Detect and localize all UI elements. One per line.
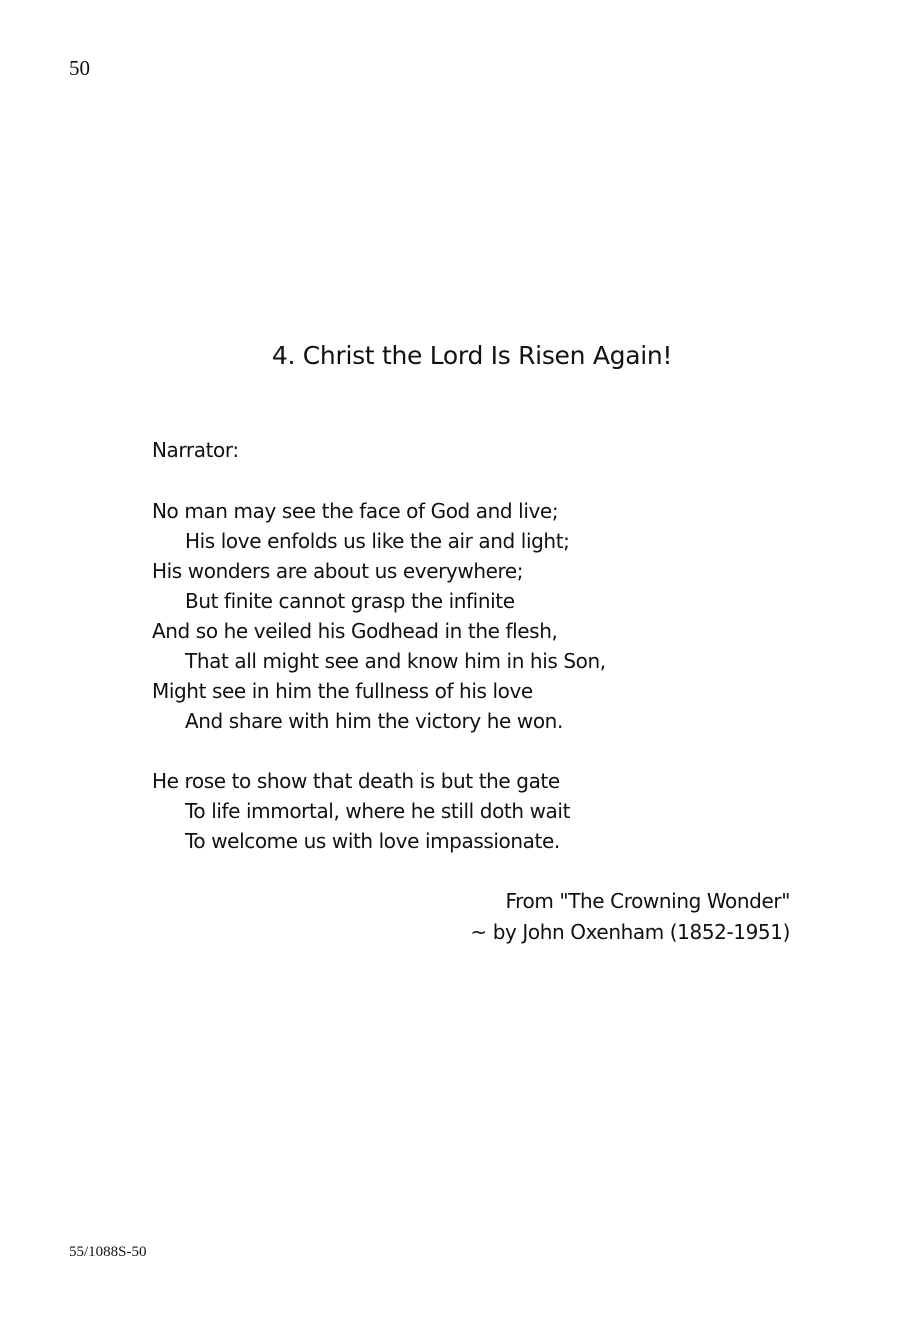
poem-line: Might see in him the fullness of his love [152, 679, 533, 703]
stanza-1 [152, 496, 606, 736]
speaker-label: Narrator: [152, 438, 239, 462]
poem-line-indented: His love enfolds us like the air and light; [185, 529, 570, 553]
attribution-author: ~ by John Oxenham (1852-1951) [470, 920, 790, 944]
poem-line-indented: But finite cannot grasp the infinite [185, 589, 515, 613]
poem-line: And so he veiled his Godhead in the flesh, [152, 619, 558, 643]
poem-line-indented: To welcome us with love impassionate. [185, 829, 560, 853]
poem-line-indented: That all might see and know him in his Son, [185, 649, 606, 673]
attribution [470, 886, 790, 948]
poem-line: He rose to show that death is but the gate [152, 769, 560, 793]
poem-line: His wonders are about us everywhere; [152, 559, 524, 583]
poem-line-indented: To life immortal, where he still doth wait [185, 799, 571, 823]
attribution-source: From "The Crowning Wonder" [505, 889, 790, 913]
poem-line-indented: And share with him the victory he won. [185, 709, 563, 733]
poem-line: No man may see the face of God and live; [152, 499, 559, 523]
stanza-2 [152, 766, 570, 856]
footer-catalog-code: 55/1088S-50 [69, 1244, 147, 1260]
page-number: 50 [69, 56, 90, 80]
poem-title: 4. Christ the Lord Is Risen Again! [271, 341, 673, 370]
